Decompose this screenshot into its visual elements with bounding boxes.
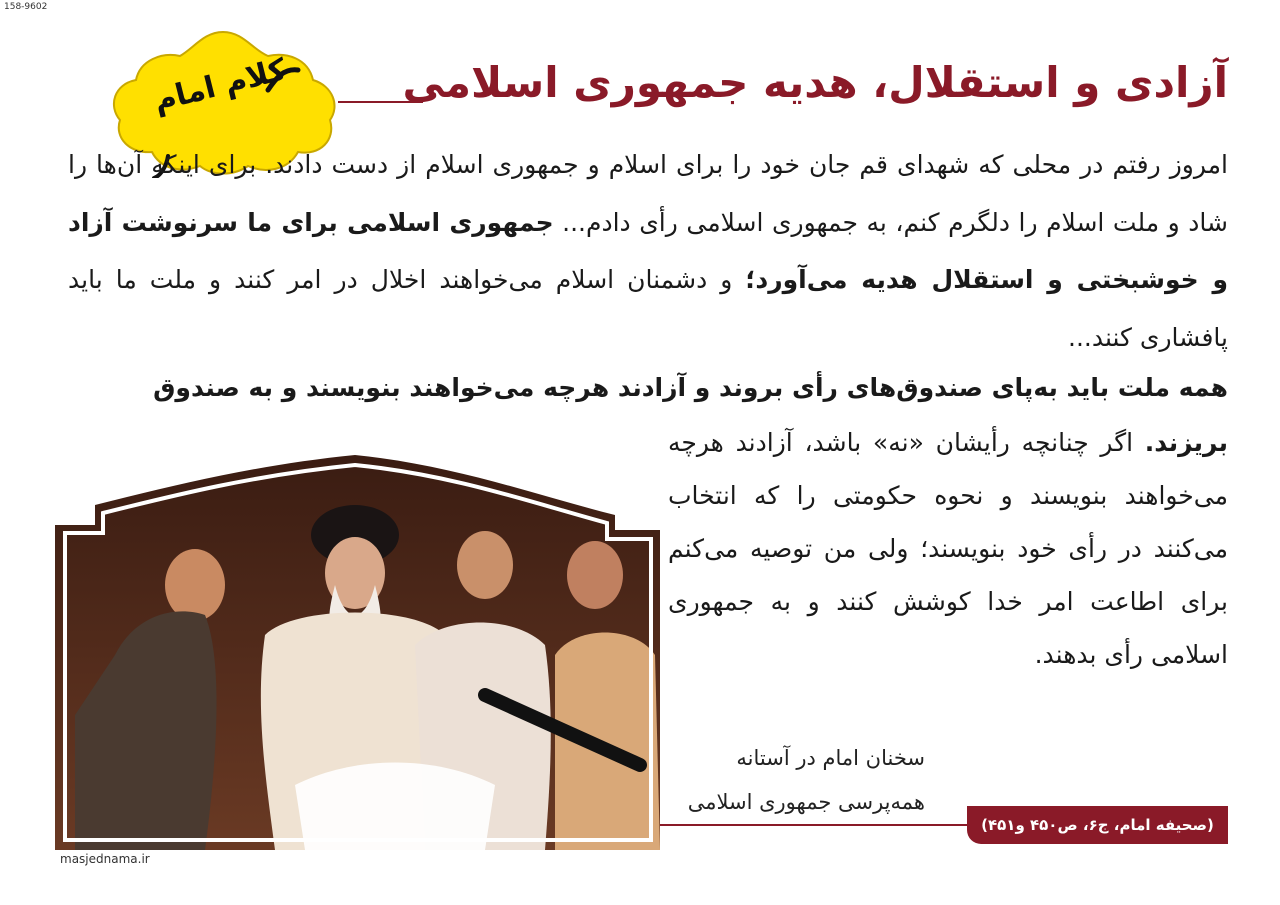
badge-label: کلام امام (150, 52, 290, 119)
paragraph-2-bold-text: همه ملت باید به‌پای صندوق‌های رأی بروند و آزادند هرچه می‌خواهند بنویسند و به صندوق (153, 373, 1228, 402)
paragraph-1 (68, 136, 1228, 366)
image-code: 158-9602 (4, 2, 48, 12)
paragraph-2-bold-line (68, 360, 1228, 416)
paragraph-1-text-b: و دشمنان اسلام می‌خواهند اخلال در امر کنند و ملت ما باید پافشاری کنند... (68, 265, 1228, 352)
caption-line-2: همه‌پرسی جمهوری اسلامی (687, 790, 925, 814)
historic-photo (55, 455, 660, 850)
source-divider (660, 824, 967, 826)
paragraph-2-bold-start: بریزند. (1144, 428, 1228, 457)
photo-caption (645, 736, 925, 824)
page-title: آزادی و استقلال، هدیه جمهوری اسلامی (402, 58, 1228, 107)
paragraph-1-text-a: امروز رفتم در محلی که شهدای قم جان خود را برای اسلام و جمهوری اسلام از دست دادند. برای اینکه آن‌ها را شاد و ملت اسلام را دلگرم کنم، به جمهوری اسلامی رأی دادم... (68, 150, 1228, 237)
paragraph-2 (668, 416, 1228, 681)
site-watermark: masjednama.ir (60, 852, 150, 866)
paragraph-1-bold: جمهوری اسلامی برای ما سرنوشت آزاد و خوشبختی و استقلال هدیه می‌آورد؛ (68, 207, 1228, 294)
paragraph-2-text: اگر چنانچه رأیشان «نه» باشد، آزادند هرچه می‌خواهند بنویسند و نحوه حکومتی را که انتخاب می‌کنند در رأی خود بنویسند؛ ولی من توصیه می‌کنم برای اطاعت امر خدا کوشش کنند و به جمهوری اسلامی رأی بدهند. (668, 428, 1228, 669)
caption-line-1: سخنان امام در آستانه (736, 746, 925, 770)
source-reference: (صحیفه امام، ج۶، ص۴۵۰ و۴۵۱) (967, 806, 1228, 844)
